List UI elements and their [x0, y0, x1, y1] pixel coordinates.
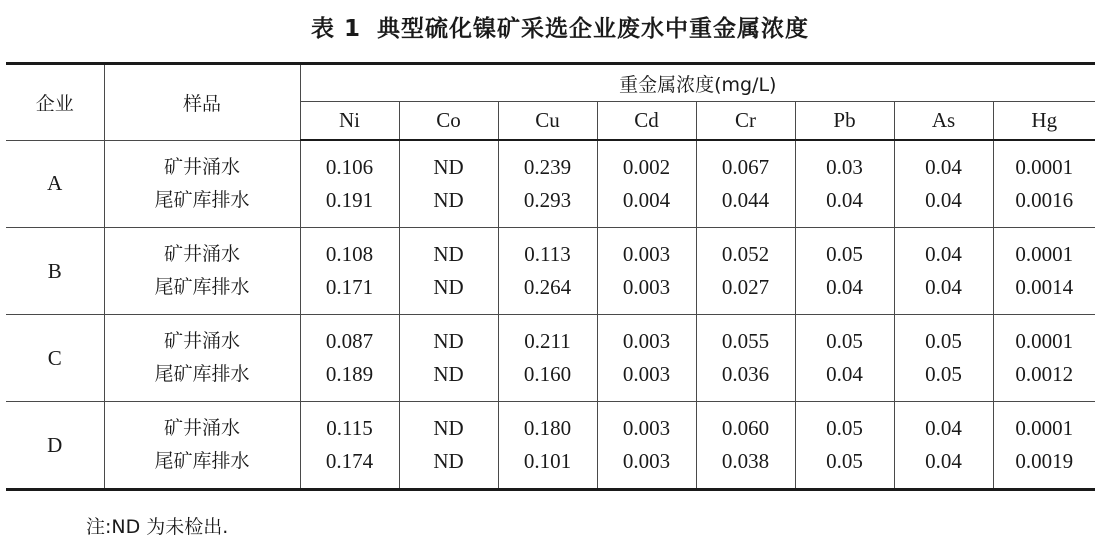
header-metal: Ni: [300, 102, 399, 141]
value-cell-line: 0.171: [325, 275, 374, 299]
value-cell-line: 0.0001: [1015, 329, 1074, 353]
value-cell-line: 0.160: [523, 362, 572, 386]
enterprise-cell: [6, 402, 104, 490]
value-cell-line: 0.0001: [1015, 242, 1074, 266]
value-cell-line: 0.108: [325, 242, 374, 266]
value-cell: [498, 228, 597, 315]
value-cell-line: ND: [433, 242, 464, 266]
sample-cell-line: 尾矿库排水: [154, 363, 250, 385]
value-cell-line: 0.0019: [1015, 449, 1074, 473]
value-cell-line: 0.180: [523, 416, 572, 440]
concentration-table: [6, 62, 1095, 491]
sample-cell: [104, 315, 300, 402]
table-title: [0, 10, 1120, 43]
value-cell-line: 0.05: [826, 329, 863, 353]
value-cell-line: 0.189: [325, 362, 374, 386]
value-cell: [399, 140, 498, 228]
value-cell: [795, 228, 894, 315]
value-cell-line: 0.087: [325, 329, 374, 353]
value-cell: [399, 315, 498, 402]
sample-cell-line: 尾矿库排水: [154, 450, 250, 472]
value-cell: [993, 402, 1095, 490]
value-cell: [300, 402, 399, 490]
table-number: 表 1: [310, 16, 361, 42]
value-cell-line: 0.003: [622, 362, 671, 386]
sample-cell-line: 矿井涌水: [163, 155, 240, 178]
value-cell: [795, 140, 894, 228]
value-cell-line: 0.106: [325, 155, 374, 179]
value-cell: [993, 315, 1095, 402]
header-sample: 样品: [104, 64, 300, 141]
value-cell: [597, 228, 696, 315]
header-metal: Cr: [696, 102, 795, 141]
value-cell-line: 0.05: [826, 449, 863, 473]
enterprise-cell-line: D: [47, 432, 63, 457]
table-row: [6, 402, 1095, 490]
value-cell-line: ND: [433, 416, 464, 440]
value-cell-line: 0.003: [622, 329, 671, 353]
value-cell: [993, 228, 1095, 315]
value-cell-line: 0.002: [622, 155, 671, 179]
value-cell-line: 0.0012: [1015, 362, 1074, 386]
value-cell-line: 0.0001: [1015, 155, 1074, 179]
value-cell-line: 0.191: [325, 188, 374, 212]
sample-cell-line: 矿井涌水: [163, 330, 240, 352]
value-cell: [399, 402, 498, 490]
value-cell-line: ND: [433, 155, 464, 179]
enterprise-cell: [6, 140, 104, 228]
sample-cell-line: 尾矿库排水: [154, 188, 250, 211]
value-cell: [993, 140, 1095, 228]
enterprise-cell: [6, 315, 104, 402]
value-cell: [696, 140, 795, 228]
value-cell-line: 0.113: [524, 242, 571, 266]
value-cell-line: 0.101: [523, 449, 572, 473]
value-cell-line: ND: [433, 275, 464, 299]
value-cell-line: 0.05: [826, 416, 863, 440]
value-cell: [894, 140, 993, 228]
sample-cell-line: 矿井涌水: [163, 417, 240, 439]
value-cell-line: ND: [433, 329, 464, 353]
value-cell: [696, 315, 795, 402]
value-cell-line: 0.036: [721, 362, 770, 386]
value-cell: [696, 228, 795, 315]
value-cell-line: 0.038: [721, 449, 770, 473]
value-cell-line: 0.04: [925, 449, 962, 473]
value-cell: [795, 315, 894, 402]
header-metal: As: [894, 102, 993, 141]
table-caption: 典型硫化镍矿采选企业废水中重金属浓度: [377, 16, 809, 42]
value-cell: [498, 140, 597, 228]
value-cell: [498, 402, 597, 490]
value-cell: [795, 402, 894, 490]
value-cell-line: 0.239: [523, 155, 572, 179]
value-cell-line: 0.293: [523, 188, 572, 212]
value-cell-line: 0.0016: [1015, 188, 1074, 212]
value-cell: [696, 402, 795, 490]
value-cell-line: 0.044: [721, 188, 770, 212]
value-cell: [894, 315, 993, 402]
sample-cell: [104, 402, 300, 490]
value-cell-line: 0.04: [925, 416, 962, 440]
value-cell-line: ND: [433, 188, 464, 212]
value-cell-line: 0.003: [622, 416, 671, 440]
header-metal: Cu: [498, 102, 597, 141]
value-cell-line: 0.067: [721, 155, 770, 179]
sample-cell-line: 矿井涌水: [163, 243, 240, 265]
header-metal: Hg: [993, 102, 1095, 141]
value-cell-line: 0.04: [925, 242, 962, 266]
value-cell-line: 0.060: [721, 416, 770, 440]
table-row: [6, 140, 1095, 228]
header-concentration-group: 重金属浓度(mg/L): [300, 64, 1095, 102]
value-cell-line: 0.174: [325, 449, 374, 473]
value-cell: [300, 228, 399, 315]
value-cell-line: 0.04: [925, 275, 962, 299]
enterprise-cell-line: C: [47, 345, 62, 370]
value-cell-line: ND: [433, 449, 464, 473]
header-metal: Cd: [597, 102, 696, 141]
sample-cell: [104, 228, 300, 315]
value-cell: [597, 140, 696, 228]
value-cell-line: 0.052: [721, 242, 770, 266]
value-cell: [300, 315, 399, 402]
value-cell-line: 0.264: [523, 275, 572, 299]
value-cell-line: ND: [433, 362, 464, 386]
value-cell-line: 0.003: [622, 275, 671, 299]
value-cell-line: 0.05: [925, 362, 962, 386]
value-cell-line: 0.0001: [1015, 416, 1074, 440]
value-cell: [894, 402, 993, 490]
value-cell-line: 0.211: [524, 329, 571, 353]
table-row: [6, 315, 1095, 402]
enterprise-cell-line: B: [47, 258, 62, 283]
value-cell-line: 0.04: [925, 155, 962, 179]
value-cell-line: 0.004: [622, 188, 671, 212]
value-cell-line: 0.03: [826, 155, 863, 179]
value-cell: [894, 228, 993, 315]
value-cell-line: 0.115: [326, 416, 373, 440]
footnote: 注:ND 为未检出.: [86, 516, 229, 538]
value-cell: [300, 140, 399, 228]
value-cell-line: 0.05: [925, 329, 962, 353]
value-cell-line: 0.04: [826, 275, 863, 299]
value-cell: [498, 315, 597, 402]
value-cell-line: 0.0014: [1015, 275, 1074, 299]
value-cell-line: 0.04: [925, 188, 962, 212]
value-cell-line: 0.027: [721, 275, 770, 299]
enterprise-cell: [6, 228, 104, 315]
value-cell-line: 0.05: [826, 242, 863, 266]
sample-cell-line: 尾矿库排水: [154, 276, 250, 298]
sample-cell: [104, 140, 300, 228]
value-cell-line: 0.055: [721, 329, 770, 353]
value-cell-line: 0.003: [622, 449, 671, 473]
header-metal: Co: [399, 102, 498, 141]
enterprise-cell-line: A: [47, 171, 63, 196]
table-row: [6, 228, 1095, 315]
value-cell-line: 0.003: [622, 242, 671, 266]
value-cell-line: 0.04: [826, 188, 863, 212]
header-metal: Pb: [795, 102, 894, 141]
header-enterprise: 企业: [6, 64, 104, 141]
value-cell: [597, 402, 696, 490]
value-cell: [597, 315, 696, 402]
value-cell-line: 0.04: [826, 362, 863, 386]
value-cell: [399, 228, 498, 315]
